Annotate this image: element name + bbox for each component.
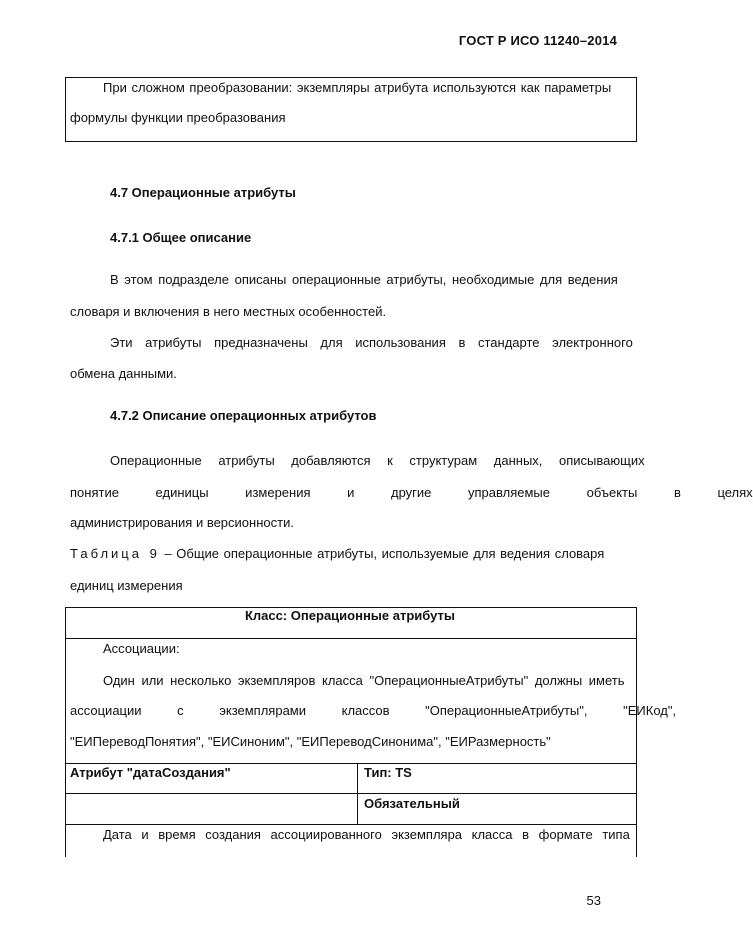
table-column-divider <box>357 763 358 824</box>
section-heading-4-7: 4.7 Операционные атрибуты <box>110 185 296 200</box>
note-line-1 <box>103 80 630 96</box>
paragraph-4-7-2-line-3: администрирования и версионности. <box>70 515 294 530</box>
attribute-type-cell: Тип: TS <box>364 765 412 780</box>
paragraph-4-7-2-line-1: Операционные атрибуты добавляются к структурам данных, описывающих <box>110 453 645 468</box>
table-title: Класс: Операционные атрибуты <box>244 608 455 623</box>
table-divider <box>66 793 636 794</box>
attribute-required-cell: Обязательный <box>364 796 460 811</box>
attribute-name-cell: Атрибут "датаСоздания" <box>70 765 231 780</box>
paragraph-4-7-1-a-line-2: словаря и включения в него местных особенностей. <box>70 304 387 319</box>
table-associations-label: Ассоциации: <box>103 641 180 656</box>
paragraph-4-7-1-b-line-2: обмена данными. <box>70 366 177 381</box>
table-caption-line-2: единиц измерения <box>70 578 183 593</box>
paragraph-4-7-2-line-2: понятие единицы измерения и другие управляемые объекты в целях <box>70 485 753 500</box>
table-caption-text: – Общие операционные атрибуты, используемые для ведения словаря <box>159 546 605 561</box>
table-divider <box>66 824 636 825</box>
table-divider <box>66 638 636 639</box>
section-heading-4-7-1: 4.7.1 Общее описание <box>110 230 252 245</box>
attribute-description: Дата и время создания ассоциированного экземпляра класса в формате типа <box>103 827 630 842</box>
table-caption-line-1 <box>70 546 604 562</box>
paragraph-4-7-1-b-line-1: Эти атрибуты предназначены для использования в стандарте электронного <box>110 335 633 350</box>
section-heading-4-7-2: 4.7.2 Описание операционных атрибутов <box>110 408 377 423</box>
table-associations-line-3: "ЕИПереводПонятия", "ЕИСиноним", "ЕИПереводСинонима", "ЕИРазмерность" <box>70 734 551 749</box>
table-associations-line-1: Один или несколько экземпляров класса "ОперационныеАтрибуты" должны иметь <box>103 673 625 688</box>
note-line-2: формулы функции преобразования <box>70 110 286 125</box>
note-line-1-text: При сложном преобразовании: экземпляры атрибута используются как параметры <box>103 80 612 95</box>
table-caption-label: Таблица 9 <box>70 546 160 561</box>
page-number: 53 <box>586 893 601 908</box>
table-associations-line-2: ассоциации с экземплярами классов "ОперационныеАтрибуты", "ЕИКод", <box>70 703 677 718</box>
paragraph-4-7-1-a-line-1: В этом подразделе описаны операционные атрибуты, необходимые для ведения <box>110 272 618 287</box>
document-header: ГОСТ Р ИСО 11240–2014 <box>458 33 617 48</box>
table-divider <box>66 763 636 764</box>
